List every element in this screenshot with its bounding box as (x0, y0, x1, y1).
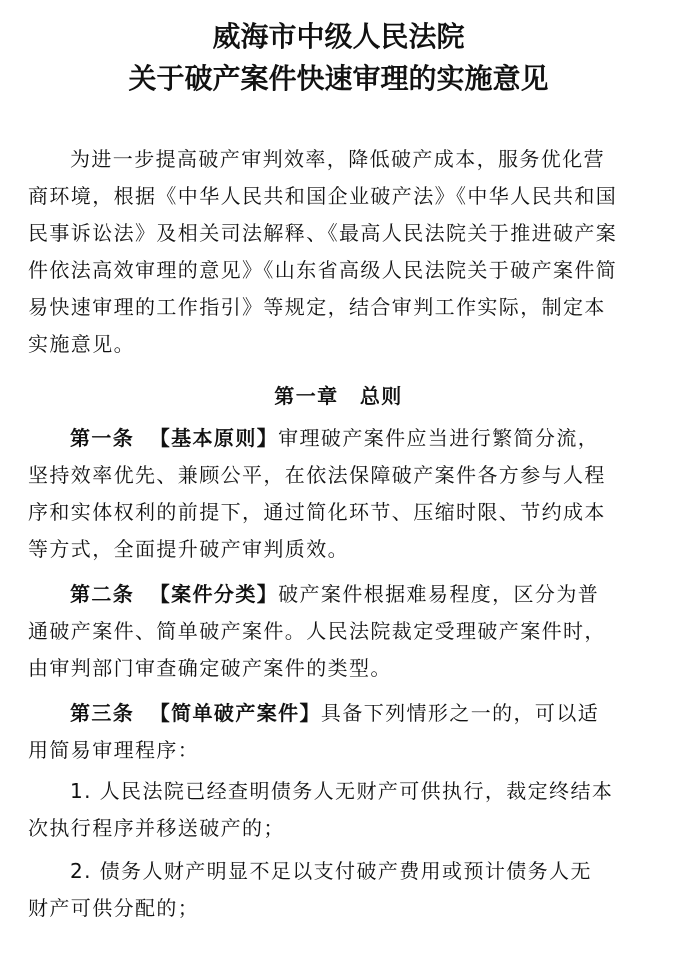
item-first-line: 2. 债务人财产明显不足以支付破产费用或预计债务人无 (70, 859, 592, 883)
article-label: 第二条 (70, 582, 135, 606)
article-line: 等方式，全面提升破产审判质效。 (28, 537, 349, 561)
preamble-line: 商环境，根据《中华人民共和国企业破产法》《中华人民共和国 (28, 184, 618, 208)
item-1 (28, 773, 653, 847)
article-line: 由审判部门审查确定破产案件的类型。 (28, 656, 392, 680)
article-heading: 【基本原则】 (149, 426, 279, 450)
preamble-line: 件依法高效审理的意见》《山东省高级人民法院关于破产案件简 (28, 258, 618, 282)
preamble-paragraph (28, 141, 653, 363)
article-label: 第一条 (70, 426, 135, 450)
article-text: 具备下列情形之一的，可以适 (320, 701, 600, 725)
preamble-line: 实施意见。 (28, 332, 135, 356)
preamble-line: 为进一步提高破产审判效率，降低破产成本，服务优化营 (70, 147, 605, 171)
article-1 (28, 420, 653, 568)
article-heading: 【案件分类】 (149, 582, 279, 606)
article-line: 用简易审理程序： (28, 738, 200, 762)
article-3-first-line (28, 695, 653, 732)
article-2-first-line (28, 576, 653, 613)
article-2 (28, 576, 653, 687)
article-1-first-line (28, 420, 653, 457)
preamble-line: 易快速审理的工作指引》等规定，结合审判工作实际，制定本 (28, 295, 606, 319)
article-line: 通破产案件、简单破产案件。人民法院裁定受理破产案件时， (28, 619, 606, 643)
article-text: 破产案件根据难易程度，区分为普 (278, 582, 600, 606)
article-heading: 【简单破产案件】 (149, 701, 321, 725)
article-3 (28, 695, 653, 769)
document-title-line-1: 威海市中级人民法院 (212, 20, 465, 53)
item-line: 次执行程序并移送破产的； (28, 816, 285, 840)
article-line: 坚持效率优先、兼顾公平，在依法保障破产案件各方参与人程 (28, 463, 606, 487)
document-title-line-2: 关于破产案件快速审理的实施意见 (128, 62, 549, 95)
item-line: 财产可供分配的； (28, 896, 200, 920)
article-text: 审理破产案件应当进行繁简分流， (278, 426, 600, 450)
chapter-heading: 第一章 总则 (274, 384, 403, 408)
item-first-line: 1. 人民法院已经查明债务人无财产可供执行，裁定终结本 (70, 779, 614, 803)
article-label: 第三条 (70, 701, 135, 725)
preamble-line: 民事诉讼法》及相关司法解释、《最高人民法院关于推进破产案 (28, 221, 618, 245)
article-line: 序和实体权利的前提下，通过简化环节、压缩时限、节约成本 (28, 500, 606, 524)
item-2 (28, 853, 653, 927)
